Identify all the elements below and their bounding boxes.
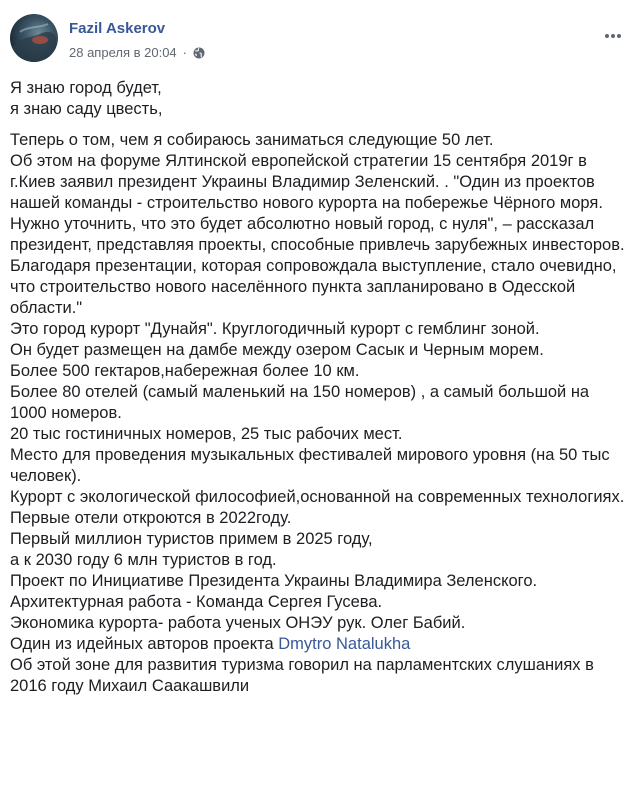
text-line: Курорт с экологической философией,основанной на современных технологиях. bbox=[10, 488, 625, 506]
text-line: 20 тыс гостиничных номеров, 25 тыс рабочих мест. bbox=[10, 425, 403, 443]
text-line-with-mention bbox=[10, 634, 625, 655]
text-paragraph: Об этом на форуме Ялтинской европейской стратегии 15 сентября 2019г в г.Киев заявил президент Украины Владимир Зеленский. . "Один из проектов нашей команды - строительство нового курорта на побережье Чёрного моря. Нужно уточнить, что это будет абсолютно новый город, с нуля", – рассказал президент, представляя проекты, способные привлечь зарубежных инвесторов. Благодаря презентации, которая сопровождала выступление, стало очевидно, что строительство нового населённого пункта запланировано в Одесской области." bbox=[10, 152, 625, 317]
author-name[interactable]: Fazil Askerov bbox=[69, 20, 166, 37]
text-line: Экономика курорта- работа ученых ОНЭУ рук. Олег Бабий. bbox=[10, 614, 466, 632]
text-line: Первые отели откроются в 2022году. bbox=[10, 509, 292, 527]
globe-icon[interactable] bbox=[193, 47, 205, 59]
avatar[interactable] bbox=[10, 14, 58, 62]
text-line: Проект по Инициативе Президента Украины Владимира Зеленского. bbox=[10, 572, 538, 590]
mention-link-dmytro-natalukha[interactable]: Dmytro Natalukha bbox=[278, 635, 411, 653]
text-line: я знаю саду цвесть, bbox=[10, 100, 163, 118]
post-body bbox=[10, 78, 625, 697]
mention-prefix: Один из идейных авторов проекта bbox=[10, 635, 279, 653]
text-line: Теперь о том, чем я собираюсь заниматься следующие 50 лет. bbox=[10, 131, 494, 149]
text-line: Более 80 отелей (самый маленький на 150 номеров) , а самый большой на 1000 номеров. bbox=[10, 383, 590, 422]
text-line: Более 500 гектаров,набережная более 10 км. bbox=[10, 362, 360, 380]
post-timestamp[interactable]: 28 апреля в 20:04 bbox=[69, 45, 177, 60]
more-icon[interactable] bbox=[603, 26, 623, 46]
post-header bbox=[10, 12, 625, 68]
post-meta bbox=[69, 45, 205, 60]
text-line: Я знаю город будет, bbox=[10, 79, 162, 97]
paragraph-gap bbox=[10, 120, 625, 130]
avatar-image bbox=[10, 14, 58, 62]
text-line: Первый миллион туристов примем в 2025 году, bbox=[10, 530, 373, 548]
text-line: Это город курорт "Дунайя". Круглогодичный курорт с гемблинг зоной. bbox=[10, 320, 540, 338]
text-line: а к 2030 году 6 млн туристов в год. bbox=[10, 551, 277, 569]
meta-separator: · bbox=[182, 45, 187, 60]
text-line: Он будет размещен на дамбе между озером Сасык и Черным морем. bbox=[10, 341, 544, 359]
text-line: Место для проведения музыкальных фестивалей мирового уровня (на 50 тыс человек). bbox=[10, 446, 610, 485]
text-line: Архитектурная работа - Команда Сергея Гусева. bbox=[10, 593, 383, 611]
text-line: Об этой зоне для развития туризма говорил на парламентских слушаниях в 2016 году Михаил Саакашвили bbox=[10, 656, 594, 695]
